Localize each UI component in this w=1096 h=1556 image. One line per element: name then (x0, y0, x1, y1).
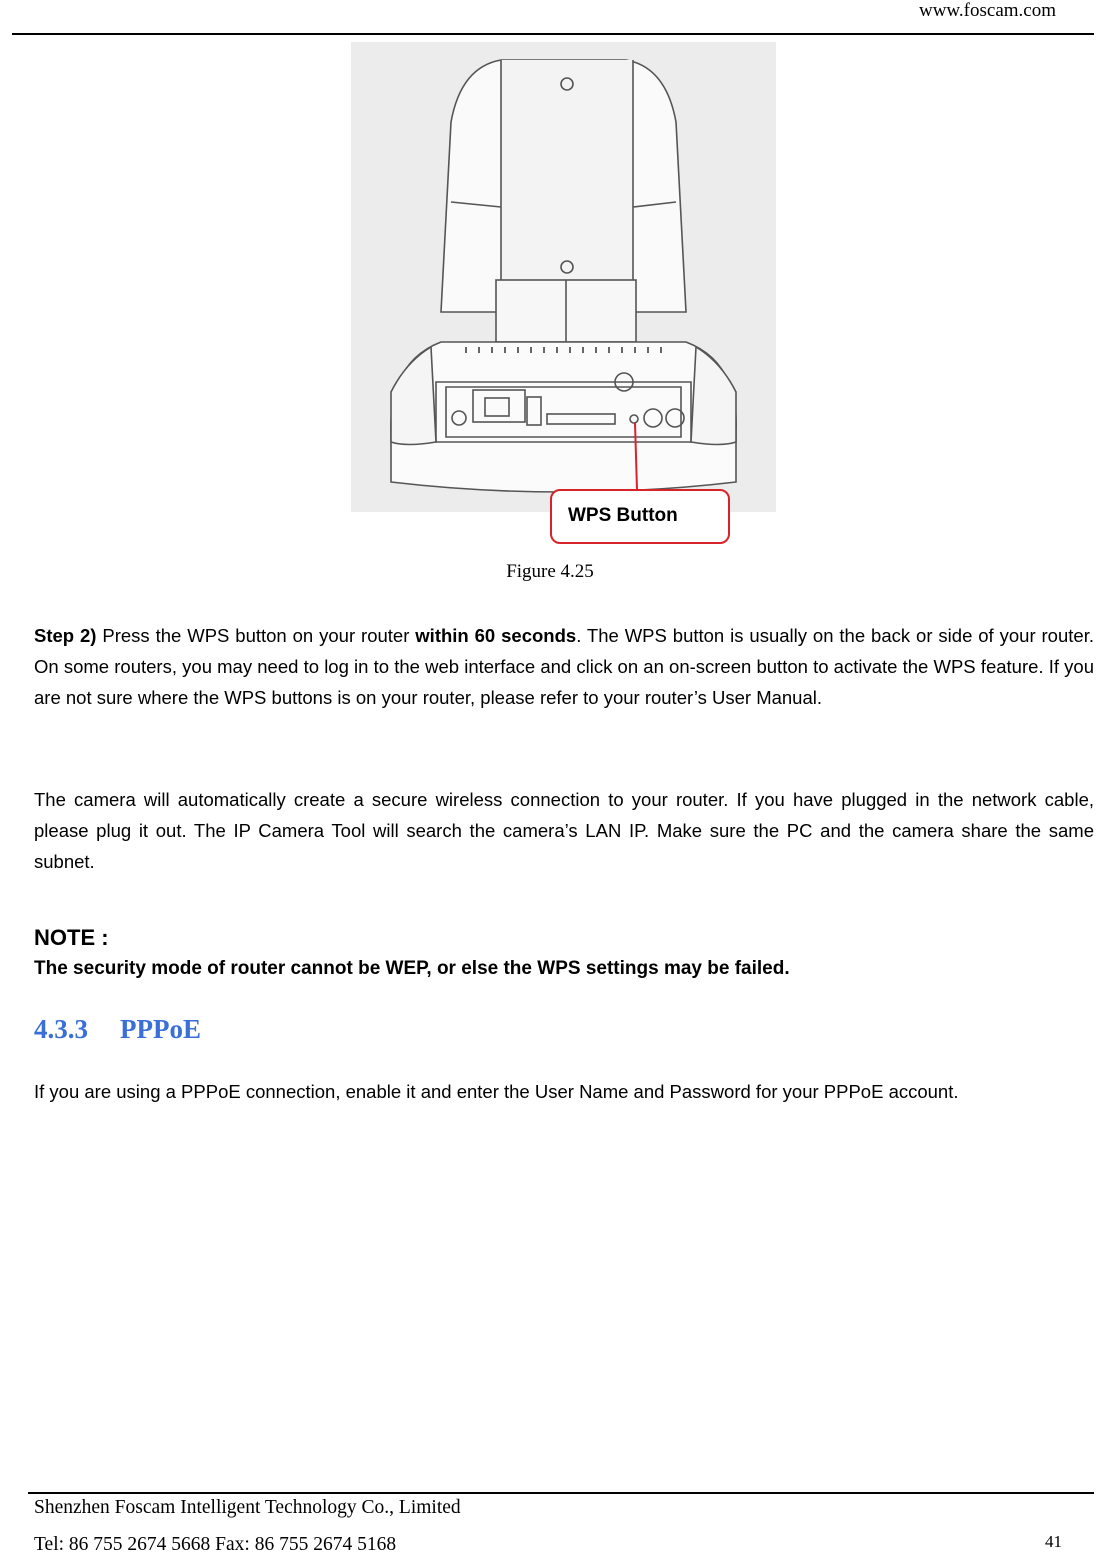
wps-button-callout (550, 489, 730, 544)
step2-bold-phrase: within 60 seconds (415, 625, 577, 646)
section-heading (34, 1014, 201, 1045)
camera-back-illustration (351, 42, 776, 512)
footer-contact: Tel: 86 755 2674 5668 Fax: 86 755 2674 5168 (34, 1534, 397, 1555)
wps-button-label: WPS Button (568, 505, 678, 526)
step2-lead: Step 2) (34, 625, 97, 646)
note-text: The security mode of router cannot be WEP, or else the WPS settings may be failed. (34, 958, 790, 979)
section-title: PPPoE (120, 1014, 201, 1044)
note-title: NOTE : (34, 925, 109, 950)
pppoe-paragraph: If you are using a PPPoE connection, enable it and enter the User Name and Password for your PPPoE account. (34, 1081, 959, 1102)
header-url: www.foscam.com (918, 0, 1056, 21)
header-divider (12, 33, 1094, 35)
footer-company: Shenzhen Foscam Intelligent Technology Co., Limited (34, 1497, 461, 1518)
section-number: 4.3.3 (34, 1014, 88, 1044)
figure-caption (0, 561, 1096, 583)
step2-text-b: . The WPS button is usually on the back or side of your router. On some routers, you may need to log in to the web interface and click on an on-screen button to activate the WPS feature. If you are not sure where the WPS buttons is on your router, please refer to your router’s User Manual. (34, 625, 1094, 708)
footer-divider (28, 1492, 1094, 1494)
page-number: 41 (1045, 1532, 1062, 1551)
step2-text-a: Press the WPS button on your router (96, 625, 416, 646)
camera-back-figure (351, 42, 776, 512)
step2-paragraph (34, 620, 1094, 713)
connection-paragraph: The camera will automatically create a secure wireless connection to your router. If you have plugged in the network cable, please plug it out. The IP Camera Tool will search the camera’s LAN IP. Make sure the PC and the camera share the same subnet. (34, 789, 1094, 872)
figure-caption-text: Figure 4.25 (506, 561, 594, 582)
